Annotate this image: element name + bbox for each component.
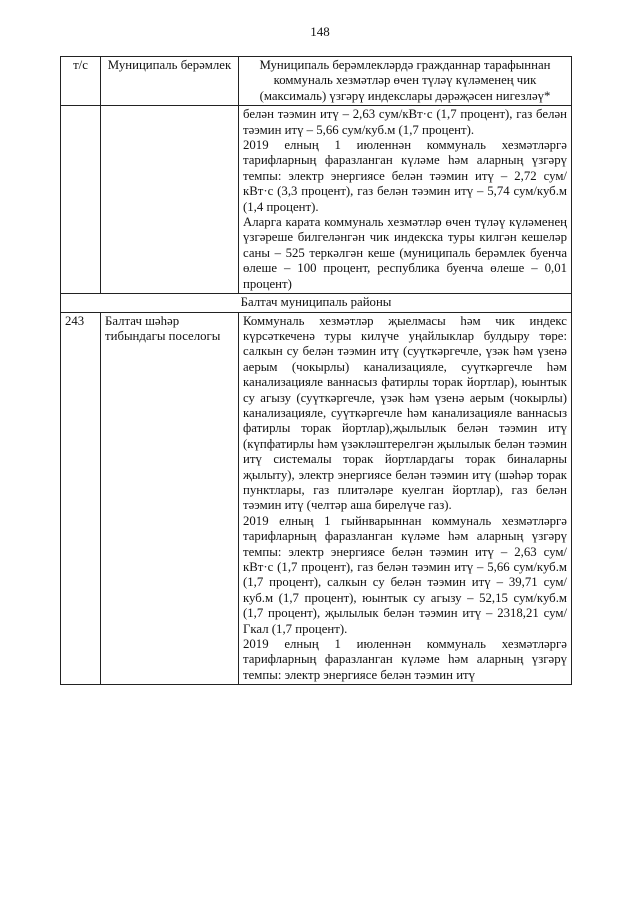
continuation-row [61,106,572,294]
row-municipality: Балтач шәһәр тибындагы поселогы [101,312,239,685]
row-paragraph: Коммуналь хезмәтләр җыелмасы һәм чик индекс күрсәткеченә туры килүче уңайлыклар булдыру төре: салкын су белән тәэмин итү (суүткәргечле, үзәк һәм үзенә аерым (чокырлы) канализацияле, суүткәргечле һәм канализацияле ваннасыз фатирлы торак йортлар), юынтык су агызу (суүткәргечле, үзәк һәм үзенә аерым (чокырлы) канализацияле, суүткәргечле һәм канализацияле ваннасыз фатирлы торак йортлар),җылылык белән тәэмин итү (күпфатирлы һәм үзәкләштерелгән җылылык белән тәэмин итү системалы торак йортлардагы торак биналарны җылыту), электр энергиясе белән тәэмин итү (шәһәр торак пунктлары, газ плитәләре куелган йортлар), газ белән тәэмин итү (челтәр аша бирелүче газ). [243,313,567,513]
continuation-paragraph: белән тәэмин итү – 2,63 сум/кВт·с (1,7 процент), газ белән тәэмин итү – 5,66 сум/куб.м (1,7 процент). [243,107,567,137]
page-number: 148 [310,24,330,39]
row-text-cell [239,312,572,685]
section-title: Балтач муниципаль районы [61,294,572,312]
header-number: т/с [61,57,101,106]
continuation-text-cell [239,106,572,294]
continuation-name-cell [101,106,239,294]
continuation-number-cell [61,106,101,294]
header-justification: Муниципаль берәмлекләрдә гражданнар тарафыннан коммуналь хезмәтләр өчен түләү күләменең чик (максималь) үзгәрү индекслары дәрәҗәсен нигезләү* [239,57,572,106]
header-municipality: Муниципаль берәмлек [101,57,239,106]
continuation-paragraph: Аларга карата коммуналь хезмәтләр өчен түләү күләменең үзгәреше билгеләнгән чик индекска туры килгән кешеләр саны – 525 теркәлгән кеше (муниципаль берәмлек буенча өлеше – 100 процент, республика буенча өлеше – 0,01 процент) [243,215,567,291]
row-paragraph: 2019 елның 1 июленнән коммуналь хезмәтләргә тарифларның фаразланган күләме һәм аларның үзгәрү темпы: электр энергиясе белән тәэмин итү [243,637,567,682]
tariff-table [60,56,572,685]
section-row [61,294,572,312]
continuation-paragraph: 2019 елның 1 июленнән коммуналь хезмәтләргә тарифларның фаразланган күләме һәм аларның үзгәрү темпы: электр энергиясе белән тәэмин итү – 2,72 сум/кВт·с (3,3 процент), газ белән тәэмин итү – 5,74 сум/куб.м (1,4 процент). [243,138,567,214]
table-header-row [61,57,572,106]
row-paragraph: 2019 елның 1 гыйнварыннан коммуналь хезмәтләргә тарифларның фаразланган күләме һәм аларның үзгәрү темпы: электр энергиясе белән тәэмин итү – 2,63 сум/кВт·с (1,7 процент), газ белән тәэмин итү – 5,66 сум/куб.м (1,7 процент), салкын су белән тәэмин итү – 39,71 сум/куб.м (1,7 процент), юынтык су агызу – 52,15 сум/куб.м (1,7 процент), җылылык белән тәэмин итү – 2318,21 сум/Гкал (1,7 процент). [243,513,567,636]
row-number: 243 [61,312,101,685]
table-row [61,312,572,685]
